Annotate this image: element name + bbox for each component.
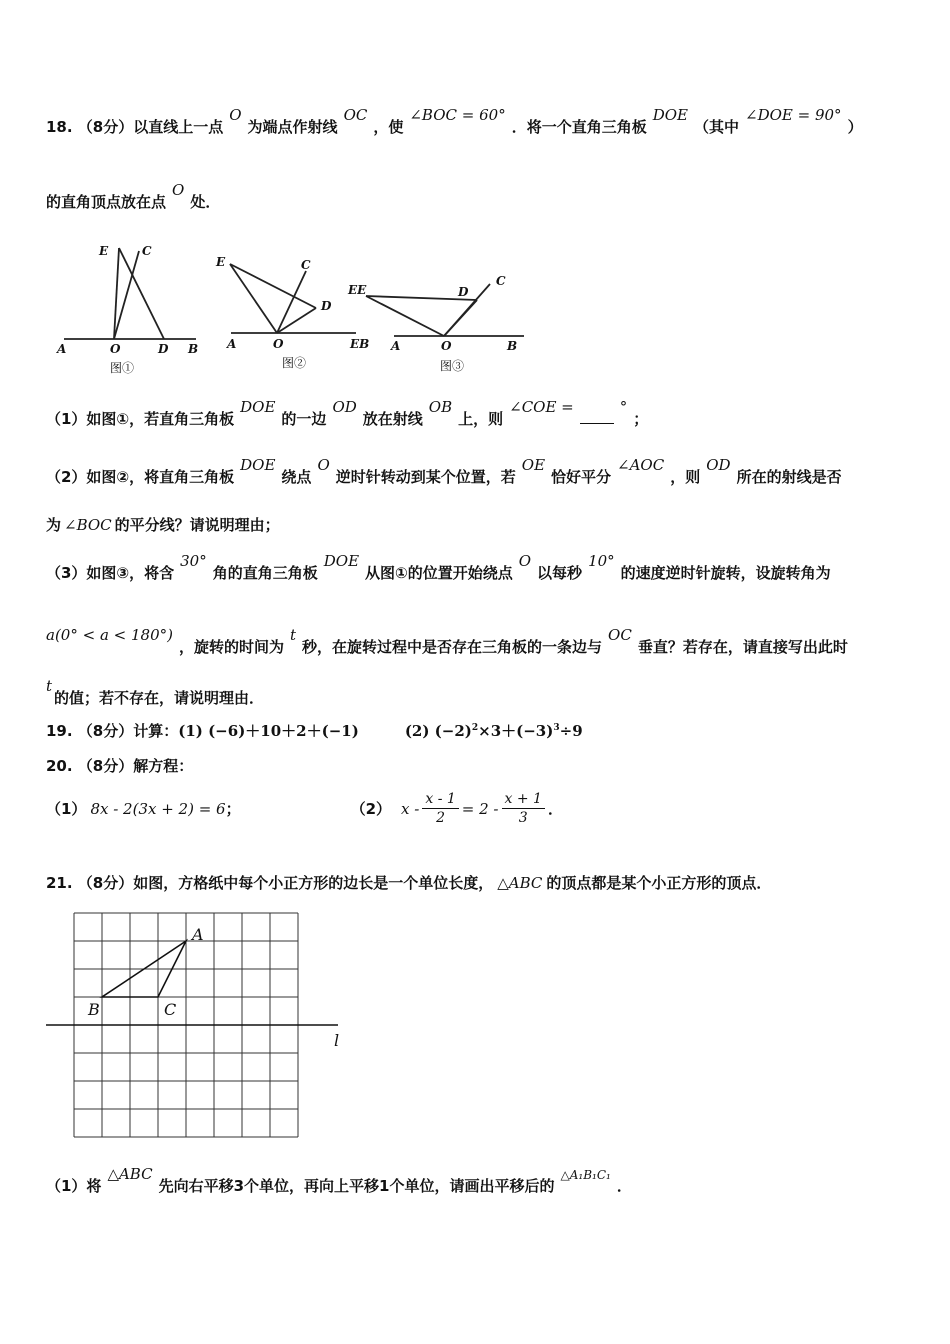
fig3-caption: 图③ bbox=[440, 359, 465, 373]
text: 逆时针转动到某个位置，若 bbox=[335, 468, 516, 486]
q20-head bbox=[46, 755, 193, 776]
math-t: t bbox=[290, 626, 297, 644]
q18-part2 bbox=[46, 456, 842, 487]
text: （其中 bbox=[694, 118, 740, 136]
text: 所在的射线是否 bbox=[736, 468, 842, 486]
text: （3）如图③，将含 bbox=[46, 564, 175, 582]
math-triangle-ABC: △ABC bbox=[497, 874, 543, 892]
fig1-label-A: A bbox=[57, 342, 67, 356]
text: 的速度逆时针旋转，设旋转角为 bbox=[620, 564, 831, 582]
math-30deg: 30° bbox=[180, 552, 207, 570]
fig1-caption: 图① bbox=[110, 361, 135, 375]
text: ） bbox=[847, 118, 863, 136]
math-O: O bbox=[518, 552, 532, 570]
fig1-label-O: O bbox=[110, 342, 121, 356]
fig2-label-O: O bbox=[273, 337, 284, 351]
answer-blank bbox=[580, 411, 614, 424]
eq1: 8x - 2(3x + 2) = 6 bbox=[90, 799, 226, 818]
eq2-mid: = 2 - bbox=[461, 799, 499, 818]
fig2-label-D: D bbox=[321, 299, 332, 313]
q21-part1 bbox=[46, 1165, 632, 1196]
q19-head: 19. （8分）计算： bbox=[46, 722, 179, 740]
fig3-label-A: A bbox=[391, 339, 401, 353]
label-l: l bbox=[334, 1031, 340, 1050]
text: （1）如图①，若直角三角板 bbox=[46, 410, 235, 428]
label-B: B bbox=[88, 1000, 100, 1019]
math-O: O bbox=[172, 181, 185, 199]
q18-part1 bbox=[46, 398, 649, 429]
math-OC: OC bbox=[608, 626, 632, 644]
text: (2) (−2) bbox=[404, 722, 472, 740]
text: 为端点作射线 bbox=[247, 118, 338, 136]
math-DOE: DOE bbox=[323, 552, 360, 570]
math-O: O bbox=[317, 456, 330, 474]
q21-head bbox=[46, 872, 771, 893]
math-angle-range: a(0° < a < 180°) bbox=[46, 626, 173, 644]
math-triangle-A1B1C1: △A₁B₁C₁ bbox=[560, 1168, 611, 1182]
text: 绕点 bbox=[281, 468, 312, 486]
math-OD: OD bbox=[332, 398, 357, 416]
fig2-label-C: C bbox=[301, 258, 311, 272]
text: 的平分线？请说明理由； bbox=[114, 516, 280, 534]
text: ÷9 bbox=[559, 722, 583, 740]
fig3-label-O: O bbox=[441, 339, 452, 353]
text: 的直角顶点放在点 bbox=[46, 193, 167, 211]
q18-part3 bbox=[46, 552, 831, 583]
q18-part3-cont bbox=[46, 626, 848, 657]
text: ； bbox=[225, 800, 241, 818]
q19-part2 bbox=[405, 722, 583, 740]
text: 的值；若不存在，请说明理由． bbox=[54, 689, 265, 707]
math-DOE: DOE bbox=[240, 398, 276, 416]
text: （2）如图②，将直角三角板 bbox=[46, 468, 235, 486]
math-triangle-ABC: △ABC bbox=[107, 1165, 153, 1183]
math-angle-BOC: ∠BOC bbox=[64, 516, 112, 534]
fig3-label-D: D bbox=[458, 285, 469, 299]
text: 的顶点都是某个小正方形的顶点． bbox=[546, 874, 772, 892]
fig2-label-A: A bbox=[227, 337, 237, 351]
text: 秒，在旋转过程中是否存在三角板的一条边与 bbox=[302, 638, 603, 656]
text: ； bbox=[633, 410, 649, 428]
text: 先向右平移3个单位，再向上平移1个单位，请画出平移后的 bbox=[158, 1177, 555, 1195]
eq2-x: x - bbox=[401, 799, 420, 818]
q18-figures bbox=[44, 236, 544, 381]
text: ． bbox=[616, 1177, 632, 1195]
text: 20. （8分）解方程： bbox=[46, 757, 194, 775]
fig1-label-D: D bbox=[158, 342, 169, 356]
math-angle-BOC: ∠BOC = 60° bbox=[409, 106, 506, 124]
text: ． bbox=[547, 800, 563, 818]
fig2-label-E: E bbox=[216, 255, 226, 269]
q20-equations bbox=[46, 790, 563, 827]
fig3-label-B: B bbox=[507, 339, 518, 353]
eq2-fraction1 bbox=[422, 790, 458, 827]
denominator: 2 bbox=[436, 810, 446, 826]
fig3-label-C: C bbox=[496, 274, 506, 288]
math-OC: OC bbox=[343, 106, 368, 124]
exponent: 2 bbox=[471, 723, 479, 733]
degree-symbol: ° bbox=[619, 398, 628, 416]
q21-grid-figure bbox=[40, 910, 360, 1140]
text: 处． bbox=[190, 193, 221, 211]
math-O: O bbox=[229, 106, 242, 124]
text: 垂直？若存在，请直接写出此时 bbox=[637, 638, 848, 656]
text: ×3＋(−3) bbox=[478, 722, 554, 740]
math-t: t bbox=[46, 677, 53, 695]
fig1-edge-ED bbox=[119, 248, 164, 339]
q19-part1: (1) (−6)＋10＋2＋(−1) bbox=[178, 722, 359, 740]
denominator: 3 bbox=[518, 810, 528, 826]
numerator: x + 1 bbox=[502, 790, 545, 809]
text: 为 bbox=[46, 516, 62, 534]
math-angle-AOC: ∠AOC bbox=[617, 456, 665, 474]
label-A: A bbox=[192, 925, 204, 944]
q18-line2 bbox=[46, 181, 221, 212]
text: ，使 bbox=[373, 118, 404, 136]
q18-part3-end bbox=[46, 677, 265, 708]
eq2-fraction2 bbox=[502, 790, 545, 827]
text: ．将一个直角三角板 bbox=[511, 118, 647, 136]
math-OE: OE bbox=[521, 456, 546, 474]
fig1-label-E: E bbox=[99, 244, 109, 258]
label-C: C bbox=[164, 1000, 177, 1019]
fig3-label-EE: EE bbox=[348, 283, 367, 297]
text: 放在射线 bbox=[362, 410, 423, 428]
numerator: x - 1 bbox=[422, 790, 458, 809]
q19 bbox=[46, 720, 583, 741]
text: 的一边 bbox=[281, 410, 327, 428]
text: ，旋转的时间为 bbox=[178, 638, 284, 656]
text: 以每秒 bbox=[537, 564, 583, 582]
math-DOE: DOE bbox=[240, 456, 276, 474]
text: 上，则 bbox=[458, 410, 504, 428]
math-OB: OB bbox=[428, 398, 453, 416]
eq2-label: （2） bbox=[350, 800, 392, 818]
math-OD: OD bbox=[706, 456, 731, 474]
exponent: 3 bbox=[553, 723, 560, 733]
fig2-label-EB: EB bbox=[350, 337, 370, 351]
fig1-label-C: C bbox=[142, 244, 152, 258]
q18-number-text: 18. （8分）以直线上一点 bbox=[46, 118, 224, 136]
text: 恰好平分 bbox=[551, 468, 612, 486]
eq1-label: （1） bbox=[46, 800, 87, 818]
math-DOE: DOE bbox=[652, 106, 688, 124]
text: ，则 bbox=[670, 468, 701, 486]
q18-part2-cont bbox=[46, 514, 280, 535]
text: 角的直角三角板 bbox=[212, 564, 318, 582]
q18-line1 bbox=[46, 106, 863, 137]
math-10deg: 10° bbox=[588, 552, 615, 570]
fig2-ray-OE bbox=[230, 264, 277, 333]
text: 从图①的位置开始绕点 bbox=[365, 564, 513, 582]
text: 21. （8分）如图，方格纸中每个小正方形的边长是一个单位长度， bbox=[46, 874, 494, 892]
math-angle-COE: ∠COE = bbox=[509, 398, 574, 416]
fig1-label-B: B bbox=[188, 342, 199, 356]
fig3-ray-OE bbox=[366, 296, 444, 336]
text: （1）将 bbox=[46, 1177, 102, 1195]
math-angle-DOE: ∠DOE = 90° bbox=[745, 106, 842, 124]
fig2-caption: 图② bbox=[282, 356, 307, 370]
